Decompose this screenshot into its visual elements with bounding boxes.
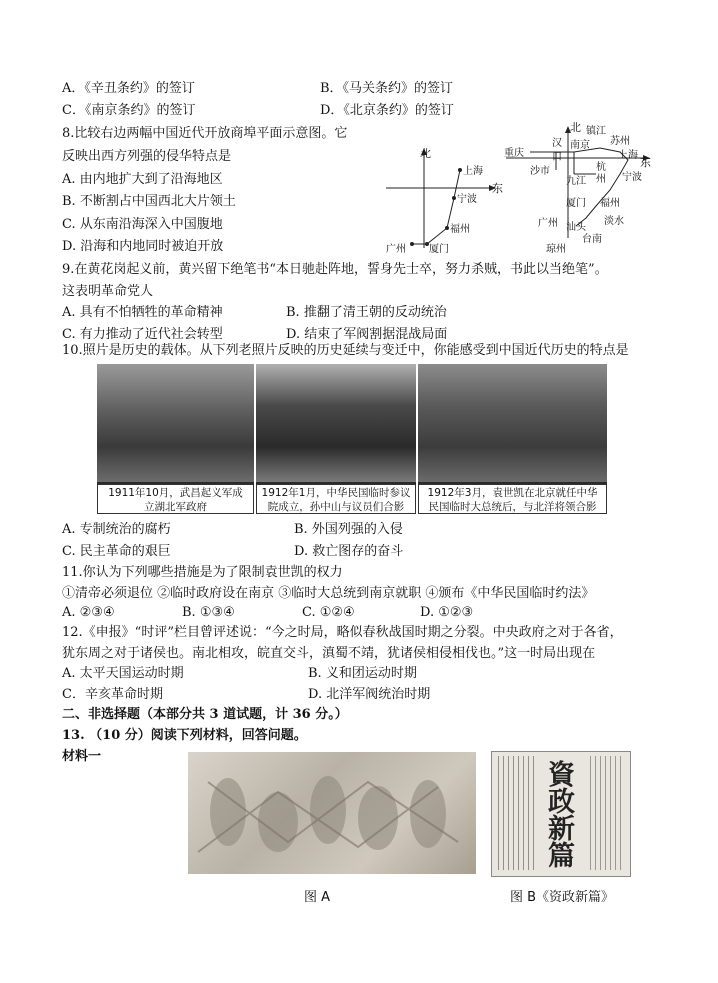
figure-b-newspaper-image (491, 751, 631, 877)
section-2-heading: 二、非选择题（本部分共 3 道试题，计 36 分。） (62, 707, 348, 722)
q8-stem-line1: 8.比较右边两幅中国近代开放商埠平面示意图。它 (62, 126, 348, 141)
q8-option-b: B. 不断割占中国西北大片领土 (62, 194, 236, 209)
q9-option-d: D. 结束了军阀割据混战局面 (286, 327, 448, 342)
q10-option-c: C. 民主革命的艰巨 (62, 544, 171, 559)
map2-city: 福州 (600, 198, 620, 209)
map2-north-label: 北 (570, 121, 581, 134)
q13-stem: 13. （10 分）阅读下列材料，回答问题。 (62, 728, 307, 743)
map1-city: 宁波 (457, 194, 477, 205)
q12-option-a: A. 太平天国运动时期 (62, 666, 184, 681)
map2-city: 淡水 (604, 216, 624, 227)
q9-option-a: A. 具有不怕牺牲的革命精神 (62, 305, 223, 320)
q8-stem-line2: 反映出西方列强的侵华特点是 (62, 149, 232, 164)
q7-option-d: D．《北京条约》的签订 (320, 103, 454, 118)
map2-city: 口 (552, 152, 562, 163)
map2-city: 汉 (552, 138, 562, 149)
map2-city: 厦门 (566, 198, 586, 209)
photo-yuan-shikai-inauguration (418, 364, 607, 514)
map1-city: 上海 (463, 166, 483, 177)
q7-option-b: B．《马关条约》的签订 (320, 81, 454, 96)
q9-option-b: B. 推翻了清王朝的反动统治 (286, 305, 447, 320)
treaty-ports-map-2 (500, 118, 660, 258)
q11-items: ①清帝必须退位 ②临时政府设在南京 ③临时大总统到南京就职 ④颁布《中华民国临时约法》 (62, 586, 595, 601)
q10-stem: 10.照片是历史的载体。从下列老照片反映的历史延续与变迁中，你能感受到中国近代历史的特点是 (62, 343, 629, 358)
map2-city: 杭 (596, 162, 606, 173)
q10-option-a: A. 专制统治的腐朽 (62, 522, 171, 537)
map2-city: 苏州 (610, 136, 630, 147)
q12-option-c: C．辛亥革命时期 (62, 687, 163, 702)
q11-stem: 11.你认为下列哪些措施是为了限制袁世凯的权力 (62, 565, 343, 580)
map2-east-label: 东 (640, 156, 651, 169)
q11-option-c: C. ①②④ (302, 605, 355, 620)
map2-city: 重庆 (504, 148, 524, 159)
q11-option-a: A. ②③④ (62, 605, 115, 620)
q10-option-b: B. 外国列强的入侵 (294, 522, 403, 537)
map1-city: 厦门 (429, 244, 449, 255)
map1-city: 广州 (386, 244, 406, 255)
map2-city: 上海 (618, 150, 638, 161)
q8-option-c: C. 从东南沿海深入中国腹地 (62, 217, 223, 232)
q12-option-b: B. 义和团运动时期 (308, 666, 417, 681)
map2-city: 沙市 (530, 166, 550, 177)
newspaper-title: 資政新篇 (548, 760, 575, 872)
figure-a-relief-image (188, 752, 476, 874)
photo-caption: 1912年3月，袁世凯在北京就任中华 民国临时大总统后，与北洋将领合影 (418, 484, 607, 514)
map1-north-label: 北 (420, 147, 431, 160)
q7-option-a: A．《辛丑条约》的签订 (62, 81, 195, 96)
q7-option-c: C．《南京条约》的签订 (62, 103, 196, 118)
q10-option-d: D. 救亡图存的奋斗 (294, 544, 404, 559)
q8-option-d: D. 沿海和内地同时被迫开放 (62, 239, 224, 254)
q12-stem-line2: 犹东周之对于诸侯也。南北相攻，皖直交斗，滇蜀不靖，犹诸侯相侵相伐也。”这一时局出现在 (62, 646, 596, 661)
figure-b-caption: 图 B《资政新篇》 (510, 890, 615, 905)
q11-option-b: B. ①③④ (182, 605, 235, 620)
q9-stem-line1: 9.在黄花岗起义前，黄兴留下绝笔书“本日驰赴阵地，誓身先士卒，努力杀贼，书此以当绝笔”。 (62, 262, 608, 277)
photo-caption: 1911年10月，武昌起义军成 立湖北军政府 (97, 484, 254, 514)
q11-option-d: D. ①②③ (420, 605, 474, 620)
map2-city: 台南 (582, 234, 602, 245)
q8-option-a: A. 由内地扩大到了沿海地区 (62, 172, 223, 187)
map2-city: 镇江 (586, 126, 606, 137)
q12-option-d: D. 北洋军阀统治时期 (308, 687, 431, 702)
q12-stem-line1: 12.《申报》“时评”栏目曾评述说：“今之时局，略似春秋战国时期之分裂。中央政府之对于各省， (62, 625, 623, 640)
map2-city: 南京 (570, 140, 590, 151)
q9-stem-line2: 这表明革命党人 (62, 284, 154, 299)
map2-city: 汕头 (566, 222, 586, 233)
map2-city: 琼州 (546, 244, 566, 255)
map2-city: 州 (596, 174, 606, 185)
map1-city: 福州 (450, 224, 470, 235)
map2-city: 广州 (538, 218, 558, 229)
treaty-ports-map-1 (380, 140, 510, 260)
photo-caption: 1912年1月，中华民国临时参议 院成立，孙中山与议员们合影 (256, 484, 416, 514)
map2-city: 宁波 (622, 172, 642, 183)
figure-a-caption: 图 A (304, 890, 331, 905)
material-1-label: 材料一 (62, 749, 102, 764)
q9-option-c: C. 有力推动了近代社会转型 (62, 327, 223, 342)
photo-provisional-senate (256, 364, 416, 514)
map2-city: 九江 (566, 176, 586, 187)
photo-wuchang-uprising (97, 364, 254, 514)
map1-east-label: 东 (492, 182, 503, 195)
